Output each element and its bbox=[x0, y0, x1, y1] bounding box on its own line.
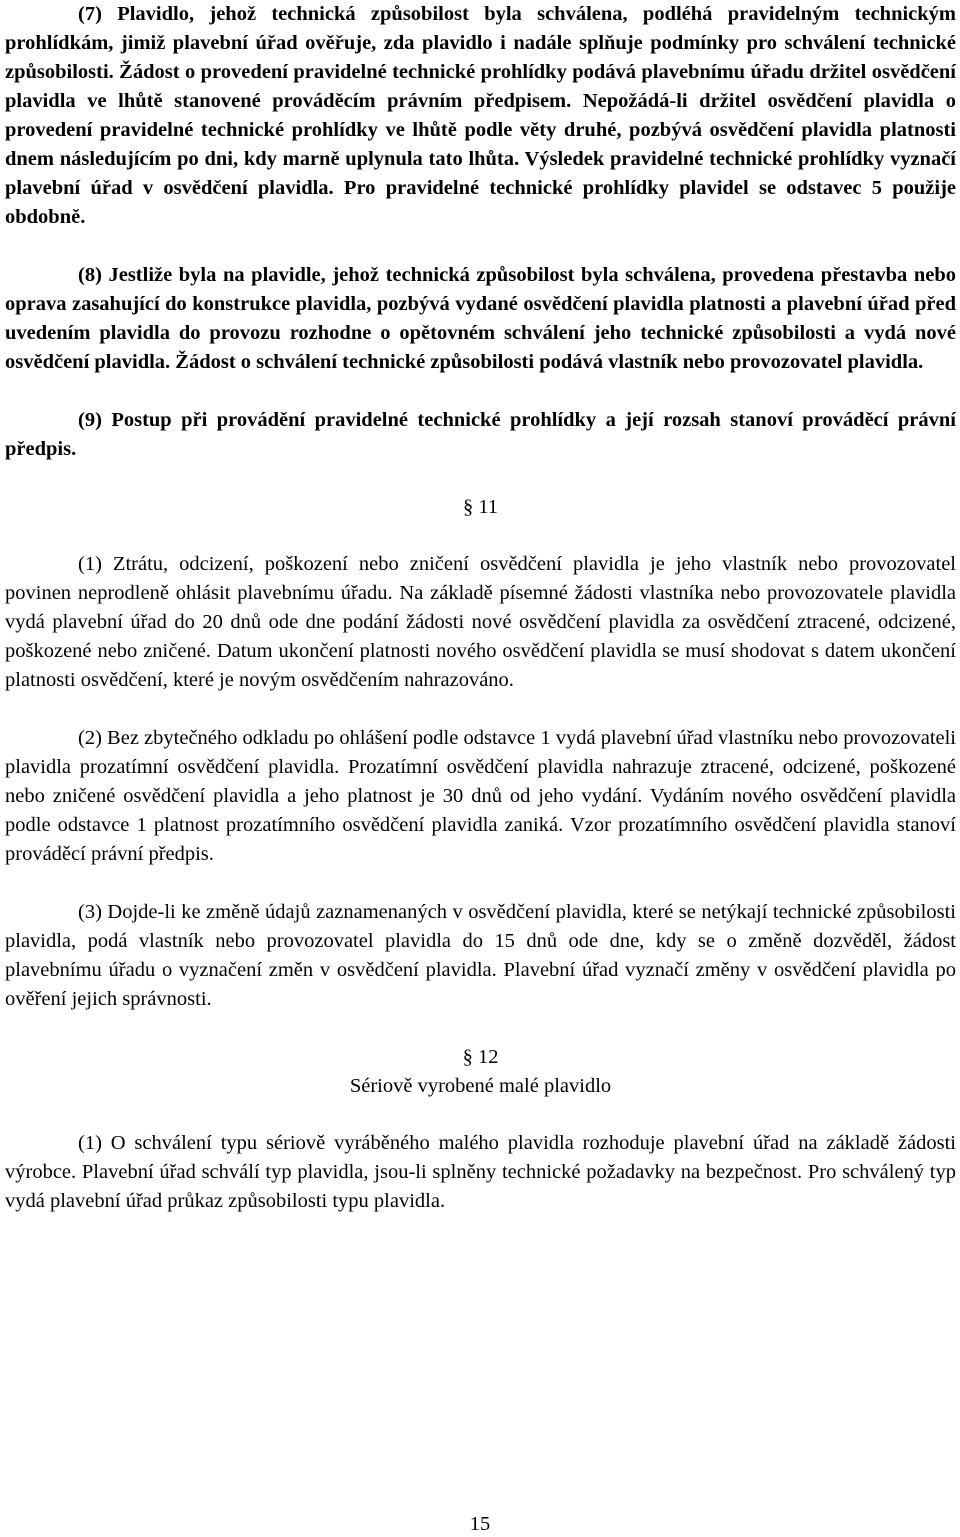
section-12-heading: § 12 bbox=[462, 1046, 499, 1068]
section-12-paragraph-1: (1) O schválení typu sériově vyráběného malého plavidla rozhoduje plavební úřad na základě žádosti výrobce. Plavební úřad schválí typ plavidla, jsou-li splněny technické požadavky na bezpečnost. Pro schválený typ vydá plavební úřad průkaz způsobilosti typu plavidla. bbox=[5, 1132, 956, 1212]
paragraph-9: (9) Postup při provádění pravidelné technické prohlídky a její rozsah stanoví prováděcí právní předpis. bbox=[5, 409, 956, 460]
document-page bbox=[5, 0, 956, 1216]
section-11-paragraph-3: (3) Dojde-li ke změně údajů zaznamenaných v osvědčení plavidla, které se netýkají technické způsobilosti plavidla, podá vlastník nebo provozovatel plavidla do 15 dnů ode dne, kdy se o změně dozvěděl, žádost plavebnímu úřadu o vyznačení změn v osvědčení plavidla. Plavební úřad vyznačí změny v osvědčení plavidla po ověření jejich správnosti. bbox=[5, 901, 956, 1010]
section-11-heading: § 11 bbox=[462, 496, 499, 518]
section-11-paragraph-2: (2) Bez zbytečného odkladu po ohlášení podle odstavce 1 vydá plavební úřad vlastníku nebo provozovateli plavidla prozatímní osvědčení plavidla. Prozatímní osvědčení plavidla nahrazuje ztracené, odcizené, poškozené nebo zničené osvědčení plavidla a jeho platnost je 30 dnů od jeho vydání. Vydáním nového osvědčení plavidla podle odstavce 1 platnost prozatímního osvědčení plavidla zaniká. Vzor prozatímního osvědčení plavidla stanoví prováděcí právní předpis. bbox=[5, 727, 956, 865]
paragraph-8: (8) Jestliže byla na plavidle, jehož technická způsobilost byla schválena, provedena přestavba nebo oprava zasahující do konstrukce plavidla, pozbývá vydané osvědčení plavidla platnosti a plavební úřad před uvedením plavidla do provozu rozhodne o opětovném schválení jeho technické způsobilosti a vydá nové osvědčení plavidla. Žádost o schválení technické způsobilosti podává vlastník nebo provozovatel plavidla. bbox=[5, 264, 956, 373]
section-11-paragraph-1: (1) Ztrátu, odcizení, poškození nebo zničení osvědčení plavidla je jeho vlastník nebo provozovatel povinen neprodleně ohlásit plavebnímu úřadu. Na základě písemné žádosti vlastníka nebo provozovatele plavidla vydá plavební úřad do 20 dnů ode dne podání žádosti nové osvědčení plavidla za osvědčení ztracené, odcizené, poškozené nebo zničené. Datum ukončení platnosti nového osvědčení plavidla se musí shodovat s datem ukončení platnosti osvědčení, které je novým osvědčením nahrazováno. bbox=[5, 553, 956, 691]
page-number: 15 bbox=[469, 1513, 491, 1535]
paragraph-7: (7) Plavidlo, jehož technická způsobilost byla schválena, podléhá pravidelným technickým prohlídkám, jimiž plavební úřad ověřuje, zda plavidlo i nadále splňuje podmínky pro schválení technické způsobilosti. Žádost o provedení pravidelné technické prohlídky podává plavebnímu úřadu držitel osvědčení plavidla ve lhůtě stanovené prováděcím právním předpisem. Nepožádá-li držitel osvědčení plavidla o provedení pravidelné technické prohlídky ve lhůtě podle věty druhé, pozbývá osvědčení plavidla platnosti dnem následujícím po dni, kdy marně uplynula tato lhůta. Výsledek pravidelné technické prohlídky vyznačí plavební úřad v osvědčení plavidla. Pro pravidelné technické prohlídky plavidel se odstavec 5 použije obdobně. bbox=[5, 3, 956, 228]
section-12-title: Sériově vyrobené malé plavidlo bbox=[349, 1075, 612, 1097]
